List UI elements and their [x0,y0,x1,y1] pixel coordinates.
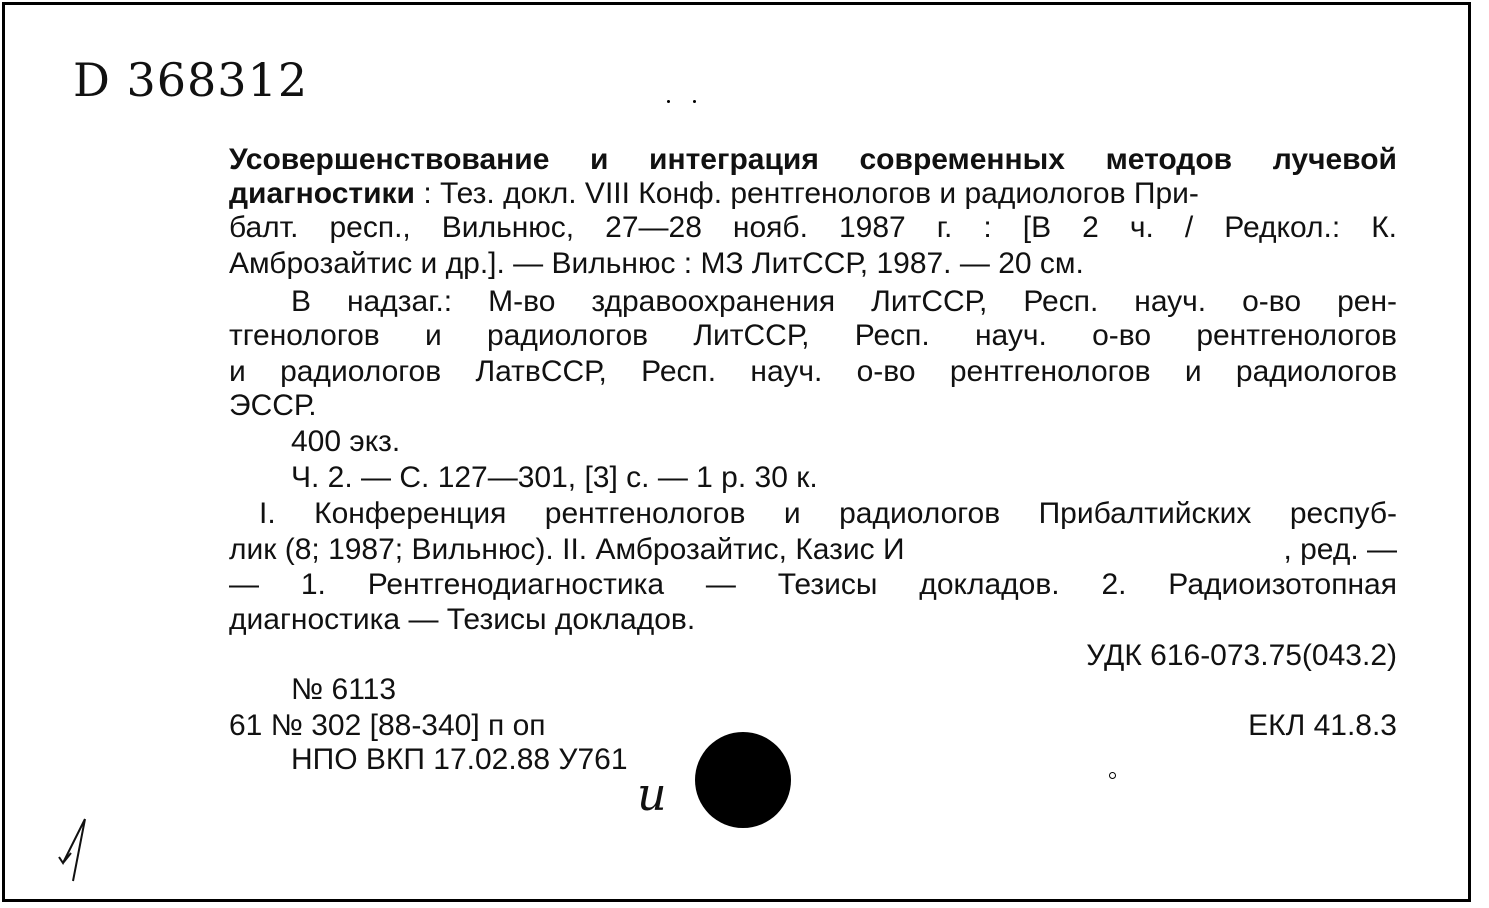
text-line-5: В надзаг.: М-во здравоохранения ЛитССР, Респ. науч. о-во рен- [291,285,1397,318]
order-number: 61 № 302 [88-340] п оп [229,709,546,742]
pages-line: Ч. 2. — С. 127—301, [3] с. — 1 р. 30 к. [291,461,818,494]
title-line-2-bold: диагностики [229,177,415,210]
subject-line-2: лик (8; 1987; Вильнюс). II. Амброзайтис, Казис И [229,533,905,566]
speck-mark [693,100,696,103]
subject-line-1: I. Конференция рентгенологов и радиологов Прибалтийских респуб- [259,497,1397,530]
punch-hole-mark [695,732,791,828]
udk-code: УДК 616-073.75(043.2) [1086,639,1397,672]
speck-mark [667,100,670,103]
text-line-3: балт. респ., Вильнюс, 27—28 нояб. 1987 г. : [В 2 ч. / Редкол.: К. [229,211,1397,244]
catalog-card [2,2,1471,902]
text-line-6: тгенологов и радиологов ЛитССР, Респ. науч. о-во рентгенологов [229,319,1397,352]
card-number: № 6113 [291,673,397,706]
text-line-7: и радиологов ЛатвССР, Респ. науч. о-во рентгенологов и радиологов [229,355,1397,388]
npo-line: НПО ВКП 17.02.88 У761 [291,743,628,776]
pencil-mark-icon [49,815,99,885]
text-line-8: ЭССР. [229,389,317,422]
title-line-1: Усовершенствование и интеграция современных методов лучевой [229,143,1397,176]
handwritten-initial: и [637,767,667,821]
subject-line-2-end: , ред. — [1283,533,1397,566]
copies-line: 400 экз. [291,425,401,458]
ekl-code: ЕКЛ 41.8.3 [1248,709,1397,742]
call-number: D 368312 [73,53,309,107]
subject-line-3: — 1. Рентгенодиагностика — Тезисы докладов. 2. Радиоизотопная [229,568,1397,601]
subject-line-4: диагностика — Тезисы докладов. [229,603,696,636]
title-line-2 [229,177,1397,211]
title-line-2-rest: : Тез. докл. VIII Конф. рентгенологов и радиологов При- [423,177,1199,210]
small-ring-mark [1109,772,1116,779]
text-line-4: Амброзайтис и др.]. — Вильнюс : МЗ ЛитССР, 1987. — 20 см. [229,247,1084,280]
